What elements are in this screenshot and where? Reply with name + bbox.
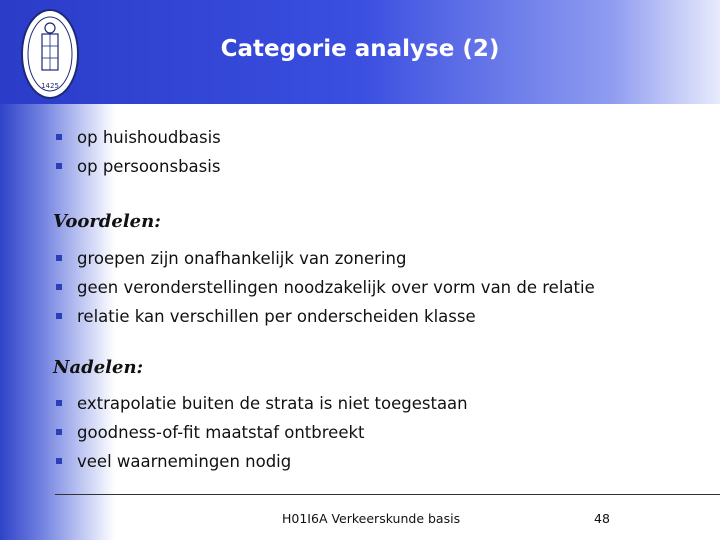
bullet-icon: [56, 313, 62, 319]
disadvantage-bullet: extrapolatie buiten de strata is niet toegestaan: [77, 394, 468, 413]
bullet-icon: [56, 429, 62, 435]
bullet-icon: [56, 163, 62, 169]
slide-title: Categorie analyse (2): [220, 36, 500, 62]
disadvantage-bullet: veel waarnemingen nodig: [77, 452, 292, 471]
disadvantage-bullet: goodness-of-fit maatstaf ontbreekt: [77, 423, 365, 442]
advantage-bullet: geen veronderstellingen noodzakelijk over vorm van de relatie: [77, 278, 595, 297]
bullet-icon: [56, 255, 62, 261]
footer-divider: [55, 494, 720, 495]
bullet-icon: [56, 284, 62, 290]
footer-course: H01I6A Verkeerskunde basis: [282, 511, 461, 526]
disadvantages-heading: Nadelen:: [53, 357, 144, 378]
advantages-heading: Voordelen:: [53, 211, 161, 232]
advantage-bullet: relatie kan verschillen per onderscheiden klasse: [77, 307, 476, 326]
advantage-bullet: groepen zijn onafhankelijk van zonering: [77, 249, 407, 268]
bullet-icon: [56, 400, 62, 406]
bullet-icon: [56, 458, 62, 464]
seal-year: 1425: [41, 82, 59, 90]
page-number: 48: [594, 511, 610, 526]
intro-bullet: op huishoudbasis: [77, 128, 221, 147]
bullet-icon: [56, 134, 62, 140]
intro-bullet: op persoonsbasis: [77, 157, 221, 176]
